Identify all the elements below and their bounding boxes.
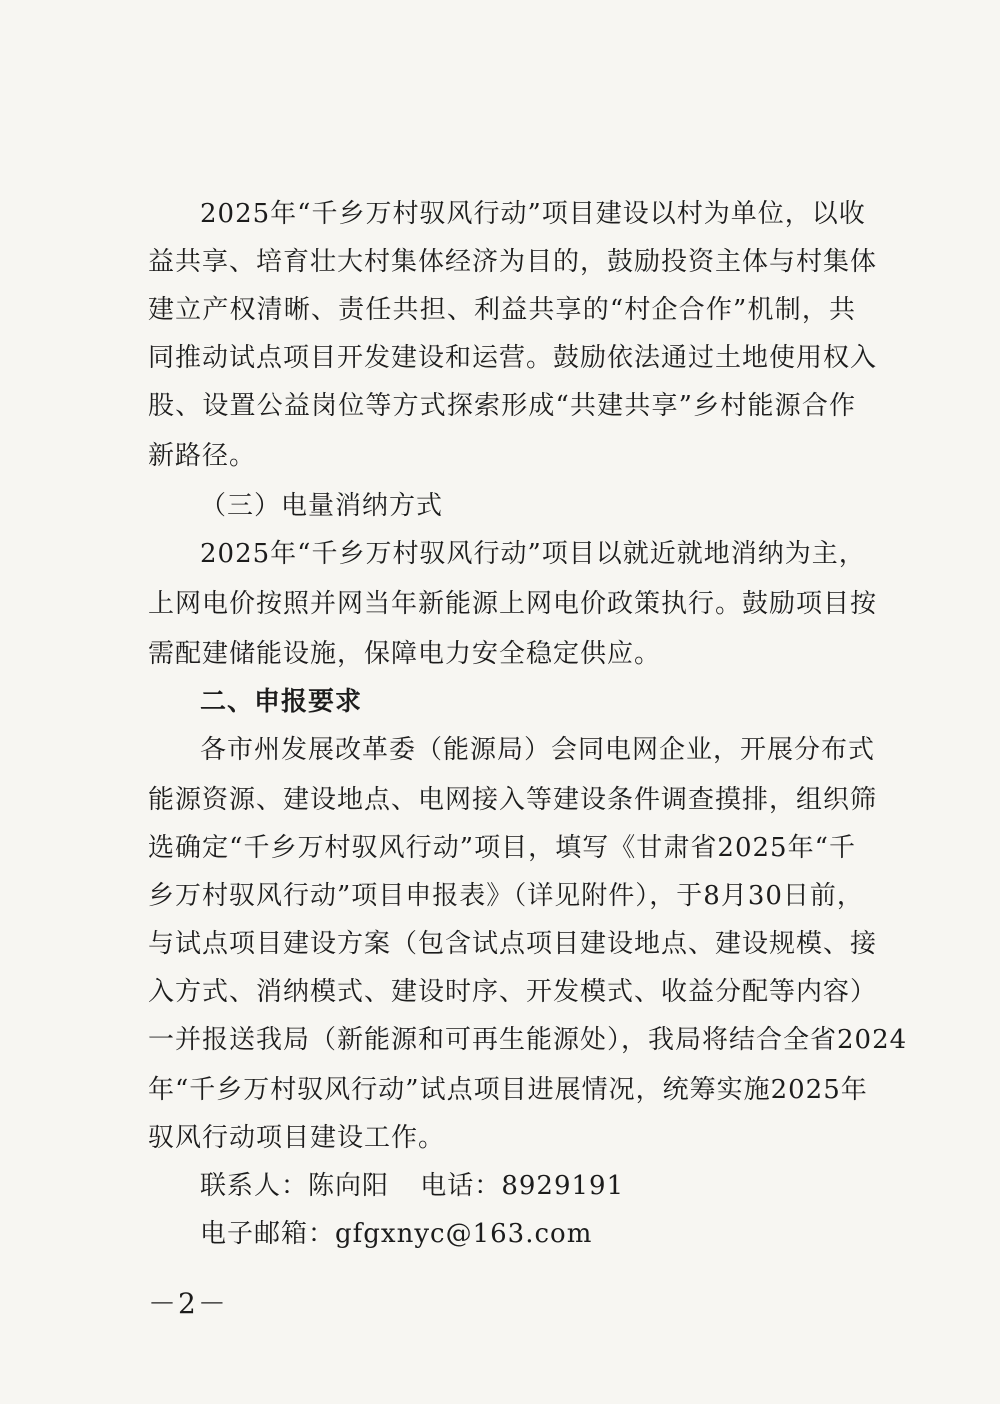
paragraph-line: 年“千乡万村驭风行动”试点项目进展情况，统筹实施2025年 — [148, 1075, 868, 1105]
page-number: －2－ — [148, 1287, 228, 1320]
paragraph-line: 入方式、消纳模式、建设时序、开发模式、收益分配等内容） — [148, 977, 878, 1007]
paragraph-line: 驭风行动项目建设工作。 — [148, 1123, 446, 1153]
paragraph-line: 益共享、培育壮大村集体经济为目的，鼓励投资主体与村集体 — [148, 247, 878, 277]
contact-line — [200, 1162, 624, 1210]
paragraph-line: 新路径。 — [148, 441, 257, 471]
paragraph-line: 上网电价按照并网当年新能源上网电价政策执行。鼓励项目按 — [148, 589, 878, 619]
contact-person-label: 联系人： — [200, 1171, 309, 1201]
section-heading: 二、申报要求 — [200, 687, 363, 717]
email-address: gfgxnyc@163.com — [335, 1219, 593, 1249]
email-line — [200, 1210, 592, 1258]
paragraph-line: 股、设置公益岗位等方式探索形成“共建共享”乡村能源合作 — [148, 391, 856, 421]
contact-phone: 8929191 — [501, 1171, 625, 1201]
paragraph-line: 各市州发展改革委（能源局）会同电网企业，开展分布式 — [200, 735, 876, 765]
paragraph-line: 乡万村驭风行动”项目申报表》（详见附件），于8月30日前， — [148, 881, 864, 911]
paragraph-line: 选确定“千乡万村驭风行动”项目，填写《甘肃省2025年“千 — [148, 833, 856, 863]
email-label: 电子邮箱： — [200, 1219, 336, 1249]
section-heading: （三）电量消纳方式 — [200, 491, 444, 521]
contact-person-name: 陈向阳 — [308, 1171, 390, 1201]
paragraph-line: 与试点项目建设方案（包含试点项目建设地点、建设规模、接 — [148, 929, 878, 959]
paragraph-line: 一并报送我局（新能源和可再生能源处），我局将结合全省2024 — [148, 1025, 908, 1055]
paragraph-line: 2025年“千乡万村驭风行动”项目建设以村为单位，以收 — [200, 199, 866, 229]
paragraph-line: 建立产权清晰、责任共担、利益共享的“村企合作”机制，共 — [148, 295, 856, 325]
paragraph-line: 同推动试点项目开发建设和运营。鼓励依法通过土地使用权入 — [148, 343, 878, 373]
contact-phone-label: 电话： — [420, 1171, 502, 1201]
paragraph-line: 能源资源、建设地点、电网接入等建设条件调查摸排，组织筛 — [148, 785, 878, 815]
paragraph-line: 需配建储能设施，保障电力安全稳定供应。 — [148, 639, 662, 669]
paragraph-line: 2025年“千乡万村驭风行动”项目以就近就地消纳为主， — [200, 539, 866, 569]
